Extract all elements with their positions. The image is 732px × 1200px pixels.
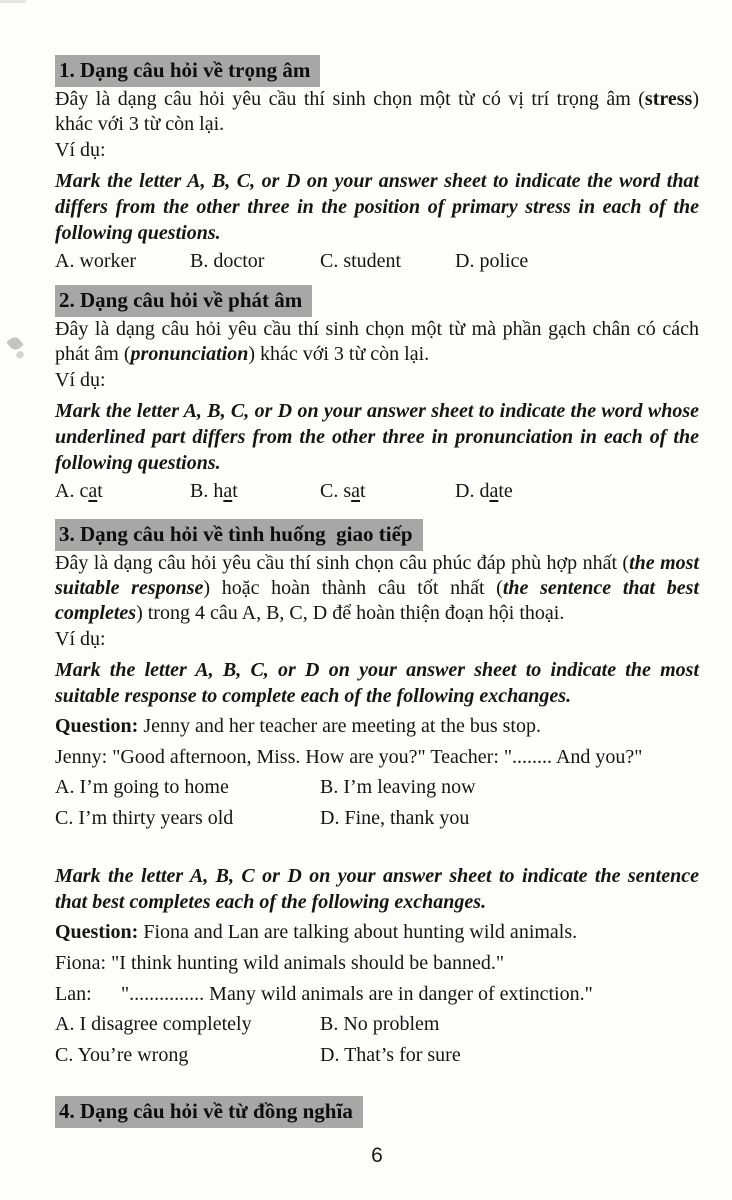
option-label: D. [455,480,480,502]
section-2-instruction: Mark the letter A, B, C, or D on your answer sheet to indicate the word whose underlined part differs from the other three in pronunciation in each of the following questions. [55,400,699,474]
underlined-letter: a [223,480,233,502]
dialog-text: "............... Many wild animals are in danger of extinction." [121,983,593,1005]
word-part: te [498,480,513,502]
option-b: B. I’m leaving now [320,776,476,798]
underlined-letter: a [88,480,98,502]
question-text: Jenny and her teacher are meeting at the bus stop. [138,715,541,737]
description-text: ) trong 4 câu A, B, C, D để hoàn thiện đoạn hội thoại. [136,602,565,624]
question-label: Question: [55,921,139,943]
option-d: D. Fine, thank you [320,807,470,829]
exchange-2-instruction: Mark the letter A, B, C or D on your answer sheet to indicate the sentence that best completes each of the following exchanges. [55,865,699,913]
exchange-1-question [55,714,699,739]
scan-smudge-artifact [6,335,23,353]
option-b [190,479,320,504]
description-text: ) khác với 3 từ còn lại. [55,88,699,135]
description-text: Đây là dạng câu hỏi yêu cầu thí sinh chọn một từ có vị trí trọng âm ( [55,88,645,110]
scan-corner-artifact [0,0,26,3]
exchange-1-dialog: Jenny: "Good afternoon, Miss. How are you?" Teacher: "........ And you?" [55,746,643,768]
exchange-1-options [55,775,699,831]
option-c: C. You’re wrong [55,1044,189,1066]
word-part: t [360,480,366,502]
word-part: d [479,480,490,502]
word-part: s [343,480,352,502]
option-c: C. student [320,250,402,272]
option-c: C. I’m thirty years old [55,807,234,829]
option-d: D. That’s for sure [320,1044,461,1066]
option-d [455,479,513,504]
section-2-heading: 2. Dạng câu hỏi về phát âm [55,285,312,317]
description-text: Đây là dạng câu hỏi yêu cầu thí sinh chọn câu phúc đáp phù hợp nhất ( [55,552,630,574]
word-part: c [79,480,89,502]
example-label: Ví dụ: [55,369,106,391]
section-2-options-row [55,479,699,504]
description-bold-italic-term: pronunciation [130,343,249,365]
option-label: C. [320,480,344,502]
description-text: Đây là dạng câu hỏi yêu cầu thí sinh chọn một từ mà phần gạch chân có cách phát âm ( [55,318,699,365]
section-2-description [55,317,699,367]
option-a [55,479,190,504]
section-3-heading: 3. Dạng câu hỏi về tình huống giao tiếp [55,519,423,551]
exchange-2-question [55,920,699,945]
option-label: B. [190,480,214,502]
underlined-letter: a [489,480,499,502]
page-number: 6 [371,1144,383,1167]
description-text: ) khác với 3 từ còn lại. [248,343,430,365]
section-3-description [55,551,699,626]
option-a: A. I disagree completely [55,1013,252,1035]
question-label: Question: [55,715,139,737]
speaker-label: Lan: [55,983,92,1005]
description-bold-term: stress [644,88,693,110]
underlined-letter: a [351,480,361,502]
option-a: A. I’m going to home [55,776,229,798]
description-text: ) hoặc hoàn thành câu tốt nhất ( [203,577,503,599]
section-4-heading: 4. Dạng câu hỏi về từ đồng nghĩa [55,1096,363,1128]
exchange-2-options [55,1012,699,1068]
section-1-heading: 1. Dạng câu hỏi về trọng âm [55,55,320,87]
option-c [320,479,455,504]
word-part: t [97,480,103,502]
description-bold-italic-term: the sentence that best completes [55,577,699,624]
example-label: Ví dụ: [55,139,106,161]
section-2-pronunciation [55,285,699,504]
section-1-description [55,87,699,137]
section-1-stress [55,55,699,274]
option-a: A. worker [55,250,137,272]
section-4-synonyms [55,1096,699,1128]
word-part: h [213,480,224,502]
exchange-2-dialog-lan [55,982,699,1007]
option-b: B. doctor [190,250,265,272]
option-label: A. [55,480,80,502]
exchange-2-dialog-fiona: Fiona: "I think hunting wild animals should be banned." [55,952,505,974]
option-d: D. police [455,250,529,272]
section-3-communication [55,519,699,1068]
option-b: B. No problem [320,1013,440,1035]
section-1-options-row [55,249,699,274]
description-bold-italic-term: the most suitable response [55,552,700,599]
question-text: Fiona and Lan are talking about hunting wild animals. [138,921,578,943]
word-part: t [232,480,238,502]
example-label: Ví dụ: [55,628,106,650]
section-1-instruction: Mark the letter A, B, C, or D on your answer sheet to indicate the word that differs from the other three in the position of primary stress in each of the following questions. [55,170,699,244]
exchange-1-instruction: Mark the letter A, B, C, or D on your answer sheet to indicate the most suitable response to complete each of the following exchanges. [55,659,699,707]
